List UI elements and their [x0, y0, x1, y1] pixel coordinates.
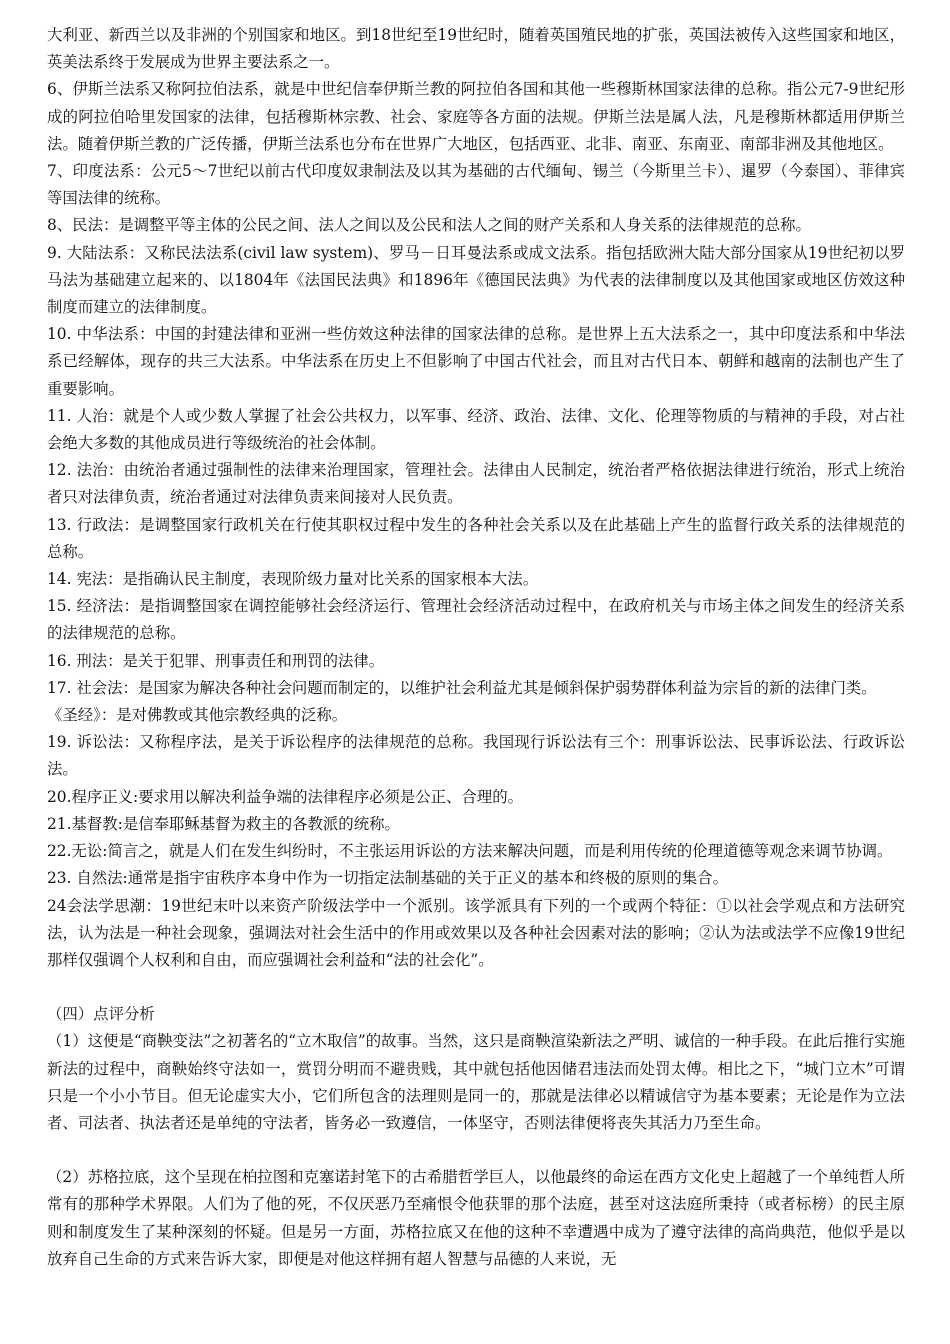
paragraph-administrative-law: 13. 行政法：是调整国家行政机关在行使其职权过程中发生的各种社会关系以及在此基础上产生的监督行政关系的法律规范的总称。: [47, 515, 905, 561]
paragraph-indian-law: 7、印度法系：公元5～7世纪以前古代印度奴隶制法及以其为基础的古代缅甸、锡兰（今斯里兰卡）、暹罗（今泰国）、菲律宾等国法律的统称。: [47, 162, 905, 208]
paragraph-civil-law: 8、民法：是调整平等主体的公民之间、法人之间以及公民和法人之间的财产关系和人身关系的法律规范的总称。: [47, 216, 811, 235]
paragraph-constitution: 14. 宪法：是指确认民主制度，表现阶级力量对比关系的国家根本大法。: [47, 570, 539, 589]
paragraph-rule-by-law: 12. 法治：由统治者通过强制性的法律来治理国家，管理社会。法律由人民制定，统治者严格依据法律进行统治，形式上统治者只对法律负责，统治者通过对法律负责来间接对人民负责。: [47, 461, 905, 507]
blank-line: [47, 974, 905, 1001]
paragraph-natural-law: 23. 自然法:通常是指宇宙秩序本身中作为一切指定法制基础的关于正义的基本和终极的原则的集合。: [47, 869, 728, 888]
paragraph-sociological-jurisprudence: 24会法学思潮：19世纪末叶以来资产阶级法学中一个派别。该学派具有下列的一个或两个特征：①以社会学观点和方法研究法，认为法是一种社会现象，强调法对社会生活中的作用或效果以及各种社会因素对法的影响；②认为法或法学不应像19世纪那样仅强调个人权利和自由，而应强调社会利益和“法的社会化”。: [47, 896, 905, 969]
blank-line: [47, 1137, 905, 1164]
paragraph-rule-of-man: 11. 人治：就是个人或少数人掌握了社会公共权力，以军事、经济、政治、法律、文化、伦理等物质的与精神的手段，对占社会绝大多数的其他成员进行等级统治的社会体制。: [47, 406, 905, 453]
paragraph-islamic-law: 6、伊斯兰法系又称阿拉伯法系，就是中世纪信奉伊斯兰教的阿拉伯各国和其他一些穆斯林国家法律的总称。指公元7-9世纪形成的阿拉伯哈里发国家的法律，包括穆斯林宗教、社会、家庭等各方面的法规。伊斯兰法是属人法，凡是穆斯林都适用伊斯兰法。随着伊斯兰教的广泛传播，伊斯兰法系也分布在世界广大地区，包括西亚、北非、南亚、东南亚、南部非洲及其他地区。: [47, 80, 905, 153]
paragraph-continental-law: 9. 大陆法系：又称民法法系(civil law system)、罗马－日耳曼法系或成文法系。指包括欧洲大陆大部分国家从19世纪初以罗马法为基础建立起来的、以1804年《法国民法典》和1896年《德国民法典》为代表的法律制度以及其他国家或地区仿效这种制度而建立的法律制度。: [47, 243, 905, 317]
paragraph-procedural-justice: 20.程序正义:要求用以解决利益争端的法律程序必须是公正、合理的。: [47, 787, 523, 806]
paragraph-economic-law: 15. 经济法：是指调整国家在调控能够社会经济运行、管理社会经济活动过程中，在政府机关与市场主体之间发生的经济关系的法律规范的总称。: [47, 597, 905, 643]
paragraph-christianity: 21.基督教:是信奉耶稣基督为救主的各教派的统称。: [47, 814, 400, 833]
paragraph-chinese-law: 10. 中华法系：中国的封建法律和亚洲一些仿效这种法律的国家法律的总称。是世界上五大法系之一，其中印度法系和中华法系已经解体，现存的共三大法系。中华法系在历史上不但影响了中国古代社会，而且对古代日本、朝鲜和越南的法制也产生了重要影响。: [47, 325, 905, 398]
paragraph-social-law: 17. 社会法：是国家为解决各种社会问题而制定的，以维护社会利益尤其是倾斜保护弱势群体利益为宗旨的新的法律门类。: [47, 678, 877, 697]
section-heading: （四）点评分析: [47, 1005, 155, 1024]
paragraph-criminal-law: 16. 刑法：是关于犯罪、刑事责任和刑罚的法律。: [47, 651, 385, 670]
paragraph-procedural-law: 19. 诉讼法：又称程序法，是关于诉讼程序的法律规范的总称。我国现行诉讼法有三个：刑事诉讼法、民事诉讼法、行政诉讼法。: [47, 733, 905, 779]
paragraph-no-litigation: 22.无讼:简言之，就是人们在发生纠纷时，不主张运用诉讼的方法来解决问题，而是利用传统的伦理道德等观念来调节协调。: [47, 842, 893, 861]
analysis-paragraph-2: （2）苏格拉底，这个呈现在柏拉图和克塞诺封笔下的古希腊哲学巨人，以他最终的命运在西方文化史上超越了一个单纯哲人所常有的那种学术界限。人们为了他的死，不仅厌恶乃至痛恨令他获罪的那个法庭，甚至对这法庭所秉持（或者标榜）的民主原则和制度发生了某种深刻的怀疑。但是另一方面，苏格拉底又在他的这种不幸遭遇中成为了遵守法律的高尚典范，他似乎是以放弃自己生命的方式来告诉大家，即便是对他这样拥有超人智慧与品德的人来说，无: [47, 1168, 905, 1268]
document-page: [47, 22, 905, 1273]
paragraph-australia-continuation: 大利亚、新西兰以及非洲的个别国家和地区。到18世纪至19世纪时，随着英国殖民地的扩张，英国法被传入这些国家和地区，英美法系终于发展成为世界主要法系之一。: [47, 26, 905, 72]
paragraph-bible: 《圣经》：是对佛教或其他宗教经典的泛称。: [47, 706, 348, 725]
analysis-paragraph-1: （1）这便是“商鞅变法”之初著名的“立木取信”的故事。当然，这只是商鞅渲染新法之严明、诚信的一种手段。在此后推行实施新法的过程中，商鞅始终守法如一，赏罚分明而不避贵贱，其中就包括他因储君违法而处罚太傅。相比之下，“城门立木”可谓只是一个小小节目。但无论虚实大小，它们所包含的法理则是同一的，那就是法律必以精诚信守为基本要素；无论是作为立法者、司法者、执法者还是单纯的守法者，皆务必一致遵信，一体坚守，否则法律便将丧失其活力乃至生命。: [47, 1032, 905, 1132]
